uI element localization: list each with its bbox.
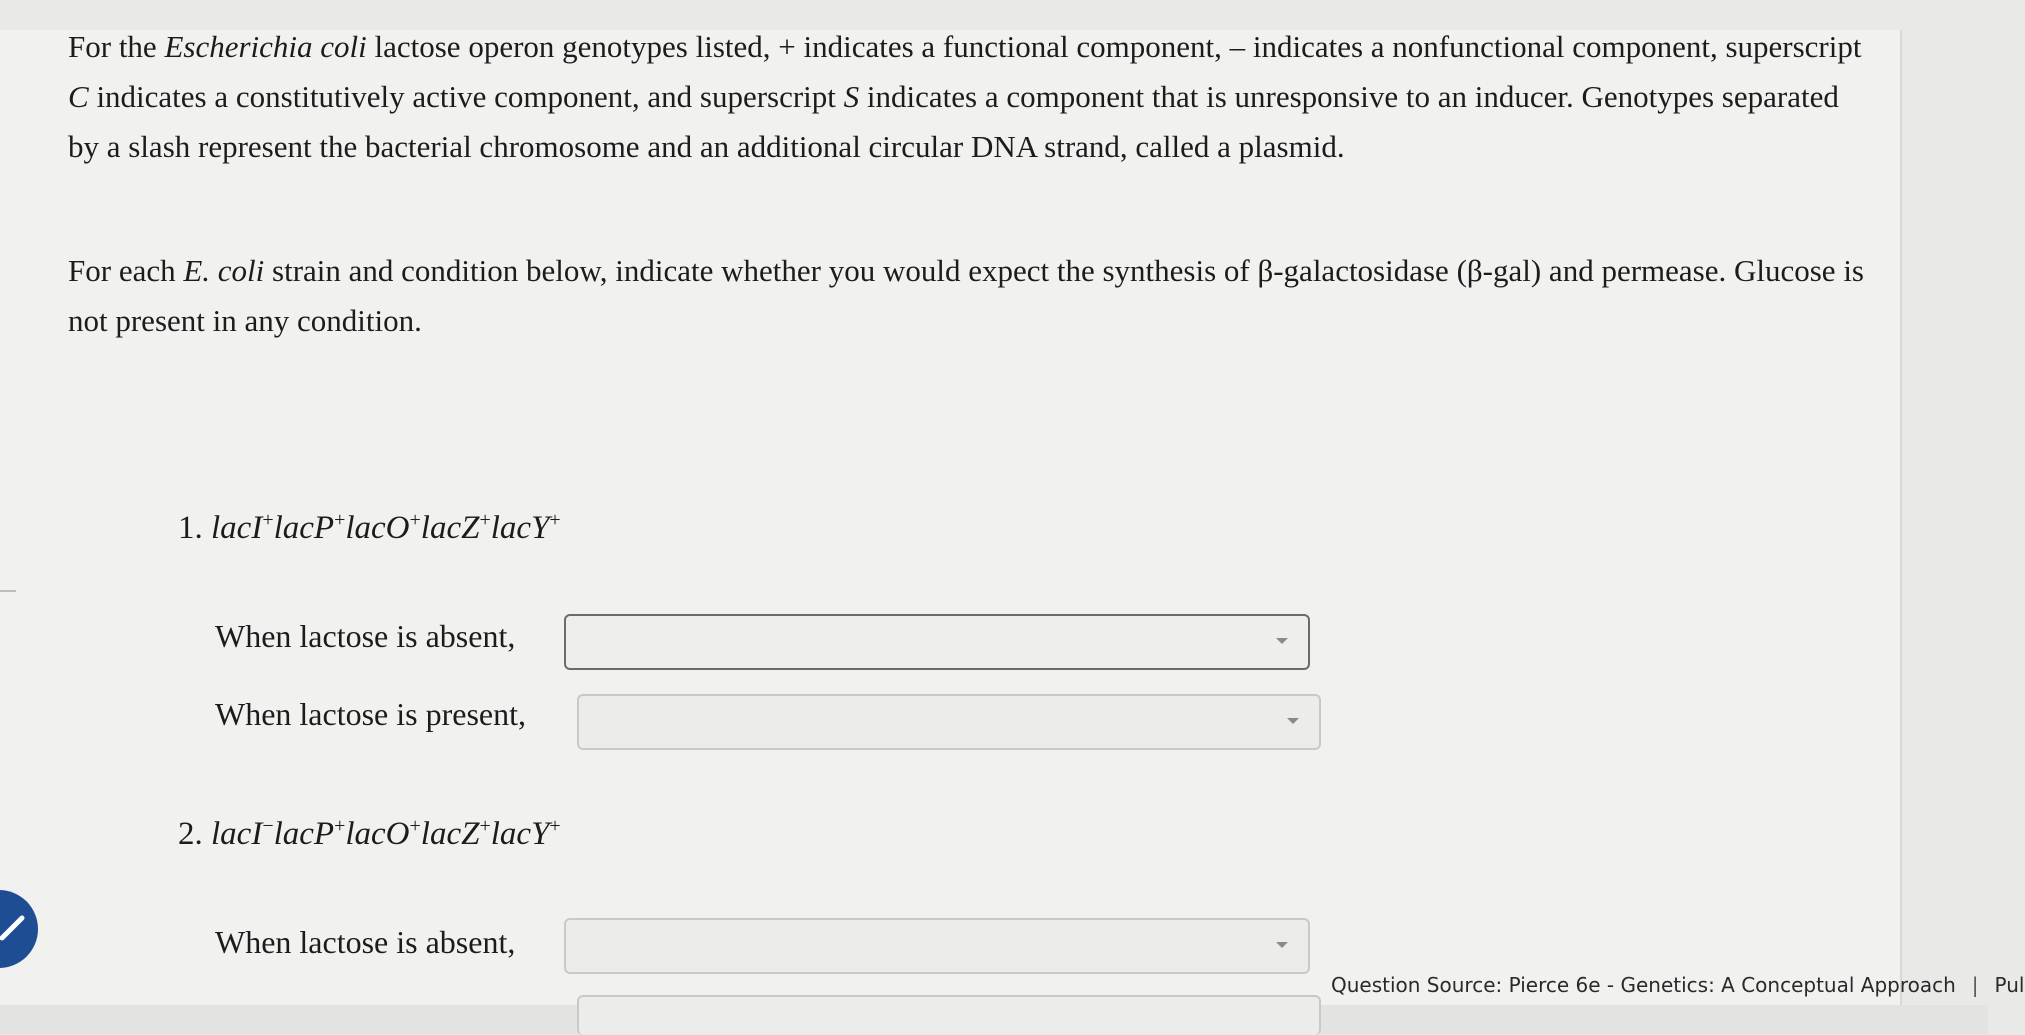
question-source — [1331, 973, 2025, 997]
allele-sup: + — [549, 815, 561, 837]
item-number: 1. — [178, 510, 203, 546]
separator: | — [1971, 973, 1979, 997]
gene: lacY — [490, 510, 550, 546]
item2-present-select[interactable] — [577, 995, 1321, 1035]
allele-sup: + — [334, 509, 346, 531]
allele-sup: + — [479, 815, 491, 837]
lactose-absent-label: When lactose is absent, — [215, 924, 516, 960]
allele-sup: + — [409, 815, 421, 837]
source-text: Question Source: Pierce 6e - Genetics: A Conceptual Approach — [1331, 973, 1956, 997]
item2-absent-select[interactable] — [564, 918, 1310, 974]
gene: lacZ — [420, 816, 480, 852]
intro-text: For the — [68, 29, 165, 64]
gene: lacP — [273, 816, 335, 852]
genotype-item-1 — [178, 510, 561, 547]
superscript-s-term: S — [843, 79, 860, 114]
divider — [0, 590, 16, 592]
intro-paragraph-2 — [68, 246, 1868, 346]
chevron-down-icon — [1276, 942, 1288, 948]
gene: lacZ — [420, 510, 480, 546]
intro-text: indicates a component that is unresponsive to an inducer. Genotypes separated by a slash represent the bacterial chromosome and an additional circular DNA strand, called a plasmid. — [68, 79, 1839, 164]
genotype-item-2 — [178, 816, 561, 853]
item-number: 2. — [178, 816, 203, 852]
allele-sup: + — [262, 509, 274, 531]
gene: lacO — [345, 510, 410, 546]
allele-sup: + — [549, 509, 561, 531]
lactose-absent-label: When lactose is absent, — [215, 618, 516, 654]
chevron-down-icon — [1287, 718, 1299, 724]
gene: lacY — [490, 816, 550, 852]
intro-text: strain and condition below, indicate whether you would expect the synthesis of β-galactosidase (β-gal) and permease. Glucose is not present in any condition. — [68, 253, 1864, 338]
species-name: Escherichia coli — [164, 29, 367, 64]
intro-paragraph-1 — [68, 22, 1868, 172]
genotype-1 — [211, 510, 561, 546]
item1-present-select[interactable] — [577, 694, 1321, 750]
allele-sup: + — [409, 509, 421, 531]
intro-text: lactose operon genotypes listed, + indicates a functional component, – indicates a nonfunctional component, superscript — [366, 29, 1862, 64]
genotype-2 — [211, 816, 561, 852]
checkmark-icon — [0, 914, 26, 940]
intro-text: For each — [68, 253, 184, 288]
lactose-present-label: When lactose is present, — [215, 696, 526, 732]
trailing-link[interactable]: Pul — [1994, 973, 2025, 997]
gene: lacP — [273, 510, 335, 546]
allele-sup: + — [479, 509, 491, 531]
item1-absent-select[interactable] — [564, 614, 1310, 670]
allele-sup: + — [334, 815, 346, 837]
intro-text: indicates a constitutively active component, and superscript — [88, 79, 844, 114]
gene: lacI — [211, 816, 263, 852]
gene: lacI — [211, 510, 263, 546]
allele-sup: − — [262, 815, 274, 837]
chevron-down-icon — [1276, 638, 1288, 644]
species-name: E. coli — [183, 253, 265, 288]
gene: lacO — [345, 816, 410, 852]
superscript-c-term: C — [68, 79, 89, 114]
